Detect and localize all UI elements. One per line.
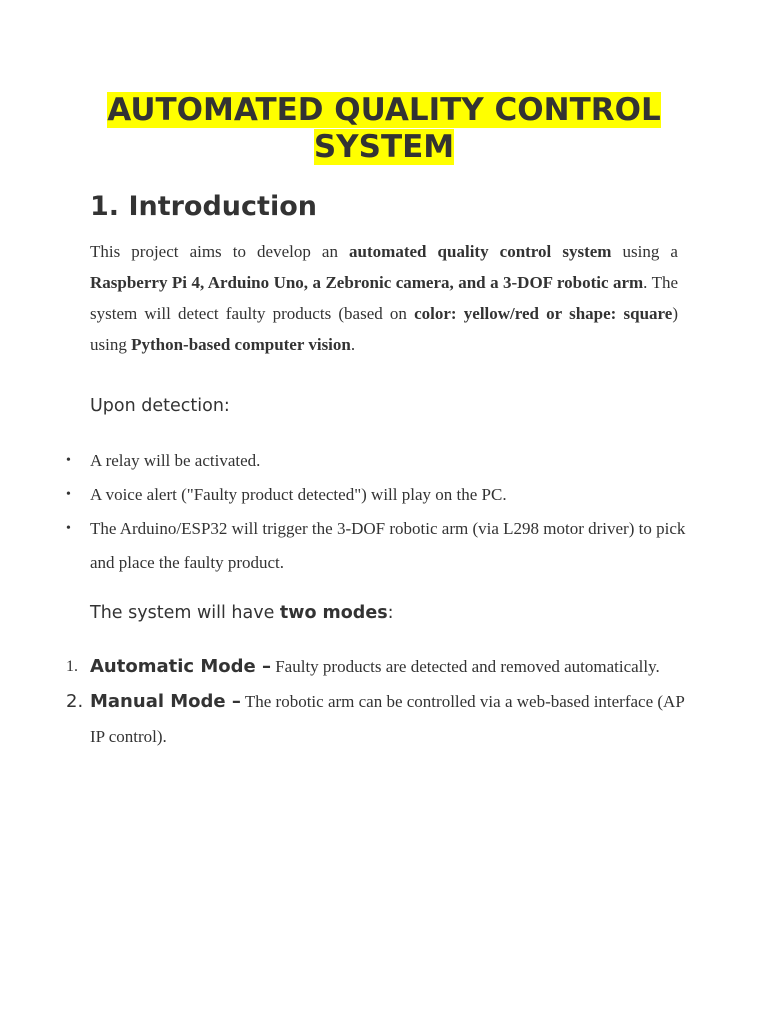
introduction-heading: 1. Introduction xyxy=(90,191,317,222)
upon-detection-heading: Upon detection: xyxy=(90,396,230,416)
list-item-text: The Arduino/ESP32 will trigger the 3-DOF robotic arm (via L298 motor driver) to pick and place the faulty product. xyxy=(90,519,686,572)
modes-list xyxy=(66,649,690,754)
list-number: 1. xyxy=(66,658,78,675)
introduction-paragraph xyxy=(90,236,678,360)
intro-part-bold: Raspberry Pi 4, Arduino Uno, a Zebronic camera, and a 3-DOF robotic arm xyxy=(90,273,644,292)
upon-detection-list xyxy=(66,444,690,580)
mode-name: Automatic Mode – xyxy=(90,656,271,677)
intro-part: . The system will detect faulty products (based on xyxy=(90,273,678,323)
list-item xyxy=(66,512,690,580)
mode-item-automatic xyxy=(66,649,690,684)
intro-part: . xyxy=(350,335,356,354)
document-title xyxy=(60,92,708,166)
list-item xyxy=(66,444,690,478)
modes-heading-prefix: The system will have xyxy=(90,603,280,623)
bullet-icon: • xyxy=(66,487,71,502)
intro-part: ) using xyxy=(90,304,678,354)
modes-heading-bold: two modes xyxy=(279,603,388,623)
bullet-icon: • xyxy=(66,453,71,468)
intro-part: This project aims to develop an xyxy=(90,242,350,261)
list-item-text: A voice alert ("Faulty product detected") will play on the PC. xyxy=(90,485,507,504)
intro-part-bold: color: yellow/red or shape: square xyxy=(414,304,673,323)
mode-item-manual xyxy=(66,684,690,754)
mode-name: Manual Mode – xyxy=(90,691,241,712)
mode-description: Faulty products are detected and removed automatically. xyxy=(270,657,660,676)
modes-heading xyxy=(90,601,394,625)
intro-part: using a xyxy=(611,242,678,261)
bullet-icon: • xyxy=(66,521,71,536)
list-item xyxy=(66,478,690,512)
mode-description: The robotic arm can be controlled via a web-based interface (AP IP control). xyxy=(90,692,685,746)
intro-part-bold: automated quality control system xyxy=(349,242,612,261)
title-highlight: AUTOMATED QUALITY CONTROL SYSTEM xyxy=(107,92,661,165)
list-item-text: A relay will be activated. xyxy=(90,451,261,470)
list-number: 2. xyxy=(66,691,84,712)
intro-part-bold: Python-based computer vision xyxy=(131,335,351,354)
modes-heading-suffix: : xyxy=(387,603,394,623)
